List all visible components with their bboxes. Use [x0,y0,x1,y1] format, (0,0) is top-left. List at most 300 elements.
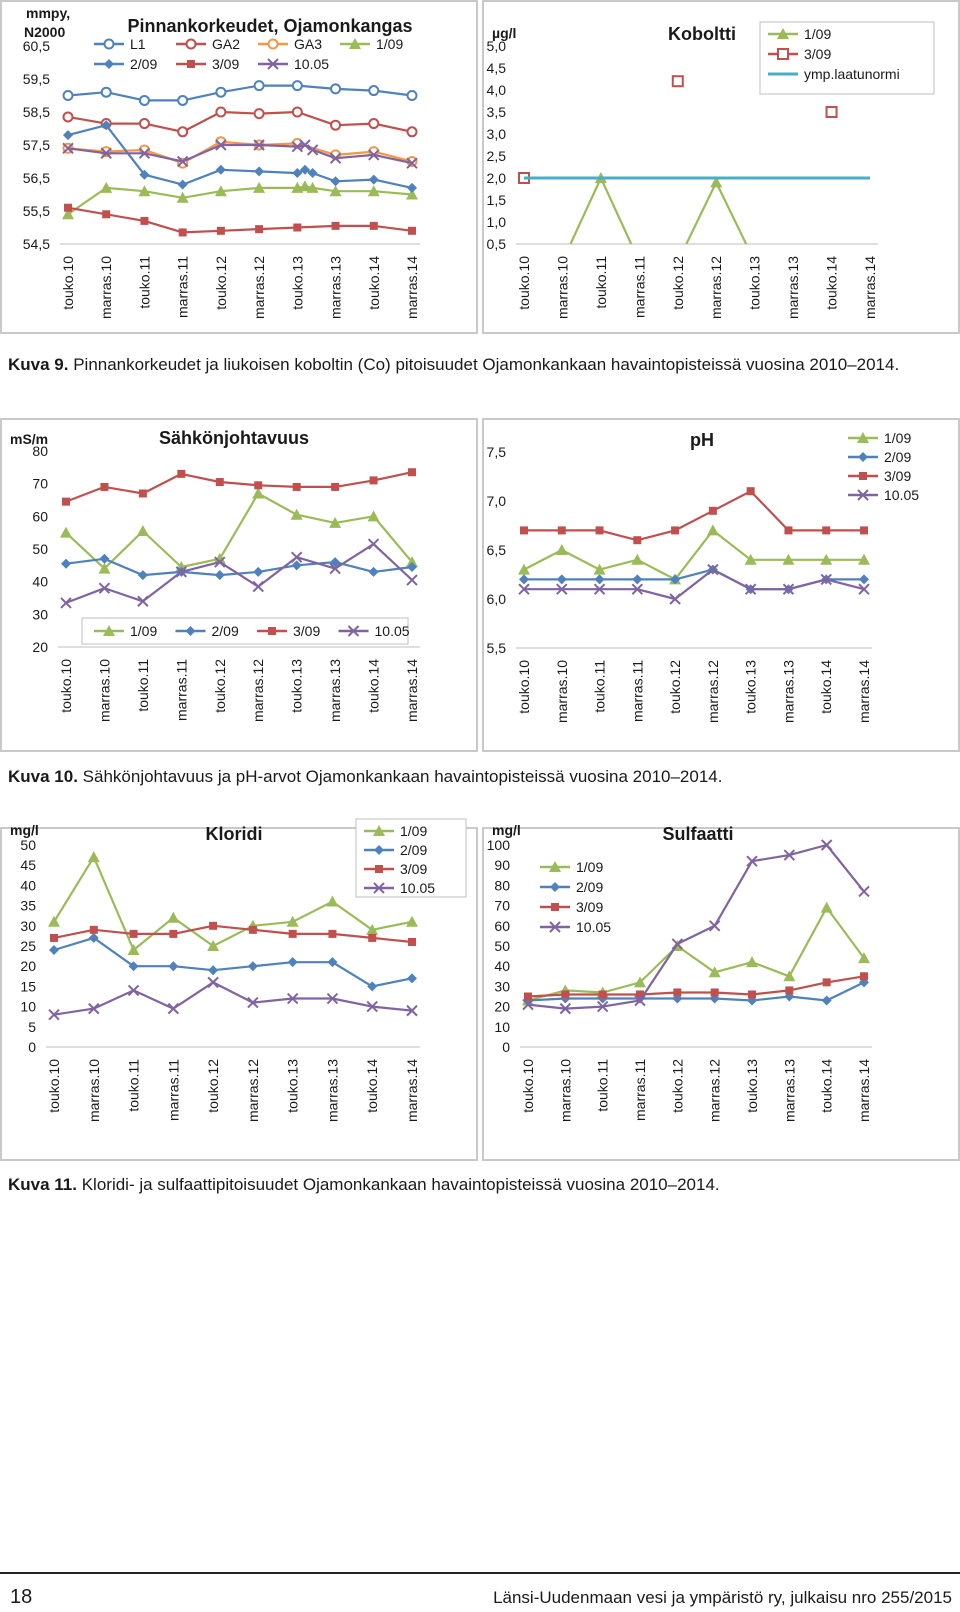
pinnankorkeudet-series-ga2-point-4 [216,108,225,117]
pinnankorkeudet-series-l1-point-3 [178,96,187,105]
sulfaatti-xtick-marras-12: marras.12 [706,1059,723,1123]
sahkonjohtavuus-series-10-05-line [66,544,412,603]
ph-series-3-09-point-2 [596,526,604,534]
sahkonjohtavuus-series-1-09-line [66,494,412,569]
pinnankorkeudet-xtick-touko-12: touko.12 [212,256,229,310]
koboltti-legend-3-09-marker [778,49,788,59]
kloridi-series-1-09-point-1 [88,851,100,862]
kloridi-xtick-touko-12: touko.12 [205,1059,222,1113]
kloridi-series-2-09-point-4 [208,965,218,975]
sulfaatti-series-2-09-point-8 [822,996,832,1006]
pinnankorkeudet-ylabel-0: mmpy, [26,5,71,21]
sahkonjohtavuus-xtick-touko-12: touko.12 [211,659,228,713]
pinnankorkeudet-xtick-touko-11: touko.11 [136,256,153,309]
sahkonjohtavuus-series-1-09-point-0 [60,527,72,538]
sahkonjohtavuus-ytick-60: 60 [32,508,48,525]
ph-series-3-09-point-0 [520,526,528,534]
kloridi-series-3-09-point-1 [90,926,98,934]
ph-legend-2-09-marker [858,452,868,462]
kloridi-ytick-15: 15 [20,978,36,995]
ph-series-2-09-point-2 [595,574,605,584]
ph-xtick-marras-10: marras.10 [553,660,570,724]
pinnankorkeudet-series-3-09-point-1 [102,210,110,218]
kloridi-series-2-09-point-7 [327,957,337,967]
kloridi-series-3-09-point-8 [368,934,376,942]
sulfaatti-series-1-09-point-8 [821,902,833,913]
sahkonjohtavuus-series-1-09-point-2 [137,525,149,536]
sahkonjohtavuus-ytick-50: 50 [32,541,48,557]
ph-series-3-09-line [524,491,864,540]
pinnankorkeudet-legend-l1-marker [105,40,114,49]
figure-10-caption [8,767,722,787]
ph-series-3-09-point-7 [784,526,792,534]
ph-series-1-09-point-1 [556,544,568,555]
sahkonjohtavuus-legend-1-09-label: 1/09 [130,623,158,639]
sulfaatti-series-3-09-point-2 [599,990,607,998]
sahkonjohtavuus-series-3-09-point-2 [139,489,147,497]
ph-legend-1-09-label: 1/09 [884,430,912,446]
chart-sahkonjohtavuus [0,418,478,752]
sahkonjohtavuus-xtick-marras-11: marras.11 [173,659,190,721]
ph-ytick-5-5: 5,5 [486,640,506,656]
sulfaatti-series-10-05-point-5 [710,921,720,931]
kloridi-series-3-09-point-6 [289,930,297,938]
kloridi-ytick-45: 45 [20,857,36,874]
sahkonjohtavuus-ytick-40: 40 [32,573,48,590]
kloridi-series-1-09-point-3 [167,912,179,923]
kloridi-series-3-09-point-3 [169,930,177,938]
pinnankorkeudet-legend-ga2-marker [187,40,196,49]
pinnankorkeudet-legend-3-09-label: 3/09 [212,56,240,72]
kloridi-series-3-09-line [54,926,412,942]
pinnankorkeudet-svg [2,2,480,336]
ph-xtick-touko-14: touko.14 [818,660,835,714]
pinnankorkeudet-series-2-09-point-10 [369,175,379,185]
pinnankorkeudet-series-ga2-line [68,112,412,132]
pinnankorkeudet-series-2-09-point-11 [407,183,417,193]
sulfaatti-ytick-50: 50 [494,938,510,954]
sahkonjohtavuus-series-3-09-point-5 [254,481,262,489]
sulfaatti-xtick-marras-13: marras.13 [781,1059,798,1123]
sahkonjohtavuus-series-1-09-point-6 [291,509,303,520]
ph-series-2-09-line [524,570,864,590]
sahkonjohtavuus-series-3-09-line [66,472,412,501]
sahkonjohtavuus-ylabel: mS/m [10,431,49,447]
kloridi-xtick-touko-14: touko.14 [364,1059,381,1113]
sahkonjohtavuus-series-10-05-point-0 [61,598,71,608]
pinnankorkeudet-series-ga2-point-9 [408,127,417,136]
sulfaatti-title: Sulfaatti [662,824,734,844]
ph-legend-3-09-marker [859,472,867,480]
sulfaatti-series-10-05-point-9 [859,886,869,896]
sahkonjohtavuus-series-2-09-line [66,559,412,575]
pinnankorkeudet-series-l1-point-1 [102,88,111,97]
sulfaatti-legend-2-09-marker [550,882,560,892]
pinnankorkeudet-series-l1-point-9 [408,91,417,100]
ph-series-3-09-point-9 [860,526,868,534]
chart-ph [482,418,960,752]
sulfaatti-legend-1-09-label: 1/09 [576,859,604,875]
sulfaatti-xtick-marras-10: marras.10 [557,1059,574,1123]
koboltti-series-1-09-line [524,178,755,262]
koboltti-legend-3-09-label: 3/09 [804,46,832,62]
sahkonjohtavuus-series-2-09-point-1 [99,554,109,564]
sulfaatti-legend-10-05-label: 10.05 [576,919,612,935]
ph-series-3-09-point-8 [822,526,830,534]
pinnankorkeudet-ytick-54-5: 54,5 [22,236,50,252]
sahkonjohtavuus-series-3-09-point-8 [370,476,378,484]
sulfaatti-series-3-09-line [528,976,864,996]
sahkonjohtavuus-series-10-05-point-1 [99,583,109,593]
figure-9-label: Kuva 9. [8,355,69,374]
koboltti-series-3-09-point-1 [673,76,683,86]
sulfaatti-series-3-09-point-7 [785,986,793,994]
pinnankorkeudet-series-l1-point-5 [255,81,264,90]
sulfaatti-legend-3-09-marker [551,903,559,911]
kloridi-series-3-09-point-7 [328,930,336,938]
sulfaatti-ytick-10: 10 [494,1018,510,1035]
kloridi-xtick-touko-10: touko.10 [46,1059,62,1113]
kloridi-series-2-09-point-9 [407,973,417,983]
ph-xtick-marras-11: marras.11 [629,660,646,722]
sulfaatti-series-3-09-point-4 [673,988,681,996]
ph-series-3-09-point-6 [747,487,755,495]
kloridi-xtick-marras-11: marras.11 [165,1059,182,1121]
sahkonjohtavuus-series-10-05-point-5 [253,582,263,592]
pinnankorkeudet-legend-ga3-marker [269,40,278,49]
kloridi-legend-3-09-marker [375,865,383,873]
ph-series-1-09-line [524,530,864,579]
ph-xtick-touko-12: touko.12 [667,660,684,714]
koboltti-ytick-2-5: 2,5 [486,148,506,164]
sulfaatti-ytick-30: 30 [494,978,510,995]
sulfaatti-series-3-09-point-6 [748,990,756,998]
sulfaatti-ytick-40: 40 [494,958,510,975]
sahkonjohtavuus-series-2-09-point-8 [369,567,379,577]
sulfaatti-ytick-70: 70 [494,897,510,914]
pinnankorkeudet-ytick-55-5: 55,5 [22,203,50,219]
pinnankorkeudet-xtick-marras-10: marras.10 [98,256,115,320]
sahkonjohtavuus-legend-2-09-label: 2/09 [211,623,239,639]
pinnankorkeudet-series-l1-point-2 [140,96,149,105]
kloridi-xtick-marras-13: marras.13 [324,1059,341,1123]
kloridi-series-2-09-point-3 [168,961,178,971]
sulfaatti-series-3-09-point-5 [711,988,719,996]
ph-series-3-09-point-3 [633,536,641,544]
pinnankorkeudet-ytick-56-5: 56,5 [22,170,50,186]
pinnankorkeudet-ytick-57-5: 57,5 [22,137,50,153]
pinnankorkeudet-series-2-09-point-9 [331,176,341,186]
pinnankorkeudet-series-2-09-point-0 [63,130,73,140]
kloridi-ytick-25: 25 [20,938,36,954]
koboltti-ytick-1-5: 1,5 [486,192,506,208]
koboltti-series-3-09-point-2 [827,107,837,117]
pinnankorkeudet-series-2-09-point-4 [216,165,226,175]
sahkonjohtavuus-legend-3-09-marker [268,627,276,635]
koboltti-ytick-2-0: 2,0 [486,170,506,186]
ph-svg [484,420,960,754]
kloridi-series-2-09-point-0 [49,945,59,955]
sulfaatti-ytick-80: 80 [494,877,510,894]
kloridi-series-1-09-point-9 [406,916,418,927]
chart-koboltti [482,0,960,334]
sahkonjohtavuus-series-3-09-point-6 [293,483,301,491]
ph-legend-3-09-label: 3/09 [884,468,912,484]
sahkonjohtavuus-ytick-70: 70 [32,475,48,492]
kloridi-series-2-09-point-8 [367,981,377,991]
sahkonjohtavuus-svg [2,420,480,754]
sahkonjohtavuus-series-10-05-point-8 [369,539,379,549]
sulfaatti-xtick-touko-10: touko.10 [520,1059,536,1113]
ph-series-3-09-point-4 [671,526,679,534]
ph-legend-2-09-label: 2/09 [884,449,912,465]
pinnankorkeudet-legend-ga3-label: GA3 [294,36,323,52]
pinnankorkeudet-xtick-marras-14: marras.14 [404,256,420,320]
koboltti-xtick-marras-11: marras.11 [631,256,648,318]
pinnankorkeudet-xtick-marras-11: marras.11 [174,256,191,318]
page-number: 18 [10,1586,33,1608]
sulfaatti-ylabel: mg/l [492,822,521,838]
ph-series-2-09-point-1 [557,574,567,584]
sahkonjohtavuus-xtick-touko-13: touko.13 [288,659,305,713]
sulfaatti-series-3-09-point-9 [860,972,868,980]
footer-rule [0,1572,960,1574]
pinnankorkeudet-legend-1-09-label: 1/09 [376,36,404,52]
koboltti-xtick-touko-14: touko.14 [823,256,840,310]
sahkonjohtavuus-xtick-touko-11: touko.11 [134,659,151,712]
pinnankorkeudet-series-ga2-point-6 [293,108,302,117]
koboltti-xtick-marras-14: marras.14 [862,256,878,320]
koboltti-ytick-4-5: 4,5 [486,60,506,76]
ph-ytick-6-0: 6,0 [486,591,506,607]
kloridi-legend-2-09-label: 2/09 [400,842,428,858]
sahkonjohtavuus-series-2-09-point-4 [215,570,225,580]
kloridi-series-2-09-line [54,938,412,987]
pinnankorkeudet-series-l1-point-0 [64,91,73,100]
koboltti-svg [484,2,960,336]
kloridi-ytick-5: 5 [28,1018,36,1035]
figure-10-label: Kuva 10. [8,767,78,786]
kloridi-xtick-touko-13: touko.13 [284,1059,301,1113]
pinnankorkeudet-legend-ga2-label: GA2 [212,36,241,52]
pinnankorkeudet-legend-2-09-marker [104,59,114,69]
pinnankorkeudet-xtick-touko-10: touko.10 [60,256,76,310]
pinnankorkeudet-ylabel-1: N2000 [24,24,66,40]
sulfaatti-xtick-marras-11: marras.11 [632,1059,648,1121]
sulfaatti-xtick-touko-14: touko.14 [818,1059,835,1113]
koboltti-ytick-4-0: 4,0 [486,82,506,98]
kloridi-series-2-09-point-5 [248,961,258,971]
kloridi-xtick-marras-10: marras.10 [85,1059,102,1123]
koboltti-ytick-3-5: 3,5 [486,104,506,120]
pinnankorkeudet-series-3-09-point-2 [140,217,148,225]
publication-info: Länsi-Uudenmaan vesi ja ympäristö ry, julkaisu nro 255/2015 [493,1588,952,1607]
pinnankorkeudet-series-ga3-point-1 [102,147,111,156]
sahkonjohtavuus-xtick-marras-14: marras.14 [404,659,420,723]
pinnankorkeudet-xtick-marras-12: marras.12 [251,256,268,320]
pinnankorkeudet-series-1-09-line [68,186,412,214]
pinnankorkeudet-series-ga2-point-0 [64,112,73,121]
koboltti-xtick-touko-11: touko.11 [592,256,609,309]
sulfaatti-series-3-09-point-1 [561,990,569,998]
pinnankorkeudet-xtick-marras-13: marras.13 [327,256,344,320]
sahkonjohtavuus-legend-10-05-label: 10.05 [374,623,410,639]
pinnankorkeudet-series-3-09-line [68,208,412,233]
pinnankorkeudet-ytick-59-5: 59,5 [22,71,50,87]
ph-ytick-7-0: 7,0 [486,493,506,509]
kloridi-ytick-30: 30 [20,917,36,934]
sahkonjohtavuus-series-3-09-point-9 [408,468,416,476]
kloridi-series-10-05-point-4 [208,977,218,987]
pinnankorkeudet-series-l1-point-4 [216,88,225,97]
sulfaatti-legend-3-09-label: 3/09 [576,899,604,915]
koboltti-xtick-touko-13: touko.13 [746,256,763,310]
kloridi-series-3-09-point-4 [209,922,217,930]
pinnankorkeudet-xtick-touko-14: touko.14 [365,256,382,310]
kloridi-series-10-05-point-2 [129,985,139,995]
figure-11-caption [8,1175,720,1195]
sahkonjohtavuus-xtick-touko-14: touko.14 [365,659,382,713]
sulfaatti-ytick-20: 20 [494,998,510,1015]
sulfaatti-ytick-0: 0 [502,1039,510,1055]
sahkonjohtavuus-series-10-05-point-9 [407,575,417,585]
ph-series-2-09-point-0 [519,574,529,584]
sahkonjohtavuus-ytick-80: 80 [32,443,48,459]
koboltti-xtick-touko-10: touko.10 [516,256,532,310]
sulfaatti-xtick-touko-12: touko.12 [669,1059,686,1113]
koboltti-xtick-marras-10: marras.10 [554,256,571,320]
kloridi-series-1-09-point-4 [207,940,219,951]
pinnankorkeudet-series-3-09-point-4 [217,227,225,235]
sulfaatti-series-3-09-point-0 [524,993,532,1001]
pinnankorkeudet-series-l1-point-7 [331,84,340,93]
pinnankorkeudet-series-10-05-line [68,145,412,163]
kloridi-ytick-35: 35 [20,897,36,914]
kloridi-ytick-10: 10 [20,998,36,1015]
kloridi-ytick-0: 0 [28,1039,36,1055]
ph-xtick-marras-14: marras.14 [856,660,872,724]
sahkonjohtavuus-series-2-09-point-2 [138,570,148,580]
pinnankorkeudet-legend-l1-label: L1 [130,36,146,52]
kloridi-series-1-09-point-0 [48,916,60,927]
sahkonjohtavuus-series-2-09-point-5 [253,567,263,577]
sahkonjohtavuus-ytick-30: 30 [32,606,48,623]
ph-series-1-09-point-3 [631,554,643,565]
sahkonjohtavuus-xtick-marras-12: marras.12 [250,659,267,723]
pinnankorkeudet-series-3-09-point-3 [179,228,187,236]
figure-11-text: Kloridi- ja sulfaattipitoisuudet Ojamonkankaan havaintopisteissä vuosina 2010–2014. [77,1175,720,1194]
sahkonjohtavuus-xtick-touko-10: touko.10 [58,659,74,713]
pinnankorkeudet-series-ga2-point-5 [255,109,264,118]
pinnankorkeudet-ytick-60-5: 60,5 [22,38,50,54]
pinnankorkeudet-series-ga2-point-2 [140,119,149,128]
sulfaatti-ytick-90: 90 [494,857,510,874]
sulfaatti-series-1-09-point-6 [746,956,758,967]
sahkonjohtavuus-series-3-09-point-4 [216,478,224,486]
kloridi-series-10-05-point-3 [168,1004,178,1014]
sahkonjohtavuus-series-3-09-point-1 [100,483,108,491]
kloridi-series-3-09-point-2 [130,930,138,938]
pinnankorkeudet-series-3-09-point-8 [370,222,378,230]
ph-xtick-touko-11: touko.11 [591,660,608,713]
kloridi-series-2-09-point-6 [288,957,298,967]
koboltti-ytick-3-0: 3,0 [486,126,506,142]
kloridi-svg [2,822,480,1163]
koboltti-xtick-marras-13: marras.13 [785,256,802,320]
pinnankorkeudet-series-3-09-point-9 [408,227,416,235]
pinnankorkeudet-series-3-09-point-0 [64,204,72,212]
pinnankorkeudet-ytick-58-5: 58,5 [22,104,50,120]
chart-pinnankorkeudet [0,0,478,334]
kloridi-xtick-marras-14: marras.14 [404,1059,420,1123]
koboltti-legend-ymp-laatunormi-label: ymp.laatunormi [804,66,900,82]
kloridi-title: Kloridi [205,824,263,844]
ph-xtick-marras-13: marras.13 [780,660,797,724]
kloridi-legend-10-05-label: 10.05 [400,880,436,896]
ph-xtick-marras-12: marras.12 [704,660,721,724]
kloridi-xtick-touko-11: touko.11 [125,1059,142,1112]
koboltti-ytick-5-0: 5,0 [486,38,506,54]
ph-series-3-09-point-1 [558,526,566,534]
pinnankorkeudet-title: Pinnankorkeudet, Ojamonkangas [127,16,413,36]
pinnankorkeudet-series-3-09-point-5 [255,225,263,233]
pinnankorkeudet-series-l1-point-6 [293,81,302,90]
ph-xtick-touko-10: touko.10 [516,660,532,714]
pinnankorkeudet-legend-3-09-marker [187,60,195,68]
pinnankorkeudet-series-2-09-point-3 [178,180,188,190]
pinnankorkeudet-series-ga2-point-3 [178,127,187,136]
pinnankorkeudet-series-3-09-point-7 [332,222,340,230]
sulfaatti-svg [484,822,960,1163]
ph-series-1-09-point-0 [518,564,530,575]
sahkonjohtavuus-series-2-09-point-0 [61,559,71,569]
koboltti-title: Koboltti [668,24,736,44]
sulfaatti-xtick-touko-13: touko.13 [744,1059,760,1113]
kloridi-series-3-09-point-9 [408,938,416,946]
pinnankorkeudet-xtick-touko-13: touko.13 [289,256,306,310]
sulfaatti-ytick-60: 60 [494,917,510,934]
figure-9-text: Pinnankorkeudet ja liukoisen koboltin (Co) pitoisuudet Ojamonkankaan havaintopisteissä vuosina 2010–2014. [68,355,900,374]
sahkonjohtavuus-legend-3-09-label: 3/09 [293,623,321,639]
koboltti-xtick-touko-12: touko.12 [669,256,686,310]
kloridi-ytick-50: 50 [20,837,36,853]
sahkonjohtavuus-series-3-09-point-7 [331,483,339,491]
koboltti-xtick-marras-12: marras.12 [708,256,725,320]
kloridi-series-3-09-point-5 [249,926,257,934]
pinnankorkeudet-series-ga2-point-7 [331,121,340,130]
koboltti-ylabel: µg/l [492,25,517,41]
figure-9-caption [8,355,899,375]
ph-ytick-7-5: 7,5 [486,444,506,460]
pinnankorkeudet-series-3-09-point-6 [293,224,301,232]
pinnankorkeudet-series-2-09-point-5 [254,166,264,176]
kloridi-ytick-20: 20 [20,958,36,975]
sahkonjohtavuus-xtick-marras-13: marras.13 [327,659,344,723]
kloridi-ylabel: mg/l [10,822,39,838]
sulfaatti-ytick-100: 100 [486,837,510,853]
kloridi-xtick-marras-12: marras.12 [244,1059,261,1123]
ph-series-2-09-point-3 [632,574,642,584]
sulfaatti-xtick-touko-11: touko.11 [594,1059,611,1112]
koboltti-ytick-0-5: 0,5 [486,236,506,252]
sahkonjohtavuus-series-1-09-point-8 [368,510,380,521]
kloridi-series-1-09-point-7 [326,896,338,907]
sulfaatti-xtick-marras-14: marras.14 [856,1059,872,1123]
sulfaatti-legend-2-09-label: 2/09 [576,879,604,895]
kloridi-series-3-09-point-0 [50,934,58,942]
sahkonjohtavuus-series-3-09-point-3 [177,470,185,478]
pinnankorkeudet-legend-2-09-label: 2/09 [130,56,158,72]
